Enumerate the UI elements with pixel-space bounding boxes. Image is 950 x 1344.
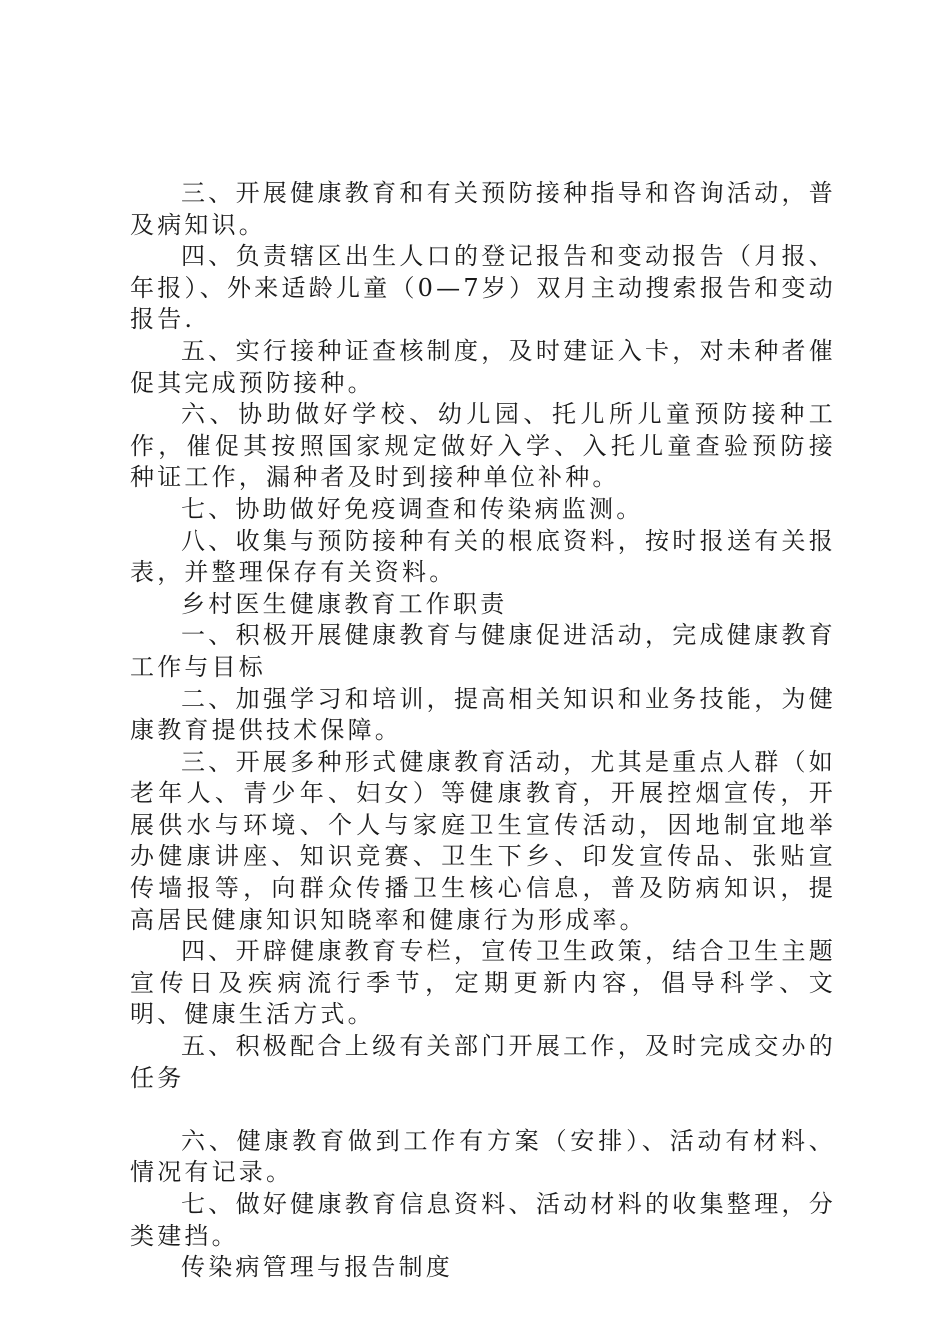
paragraph-immunization-item-7: 七、协助做好免疫调查和传染病监测。	[181, 494, 644, 523]
document-body	[130, 178, 836, 1284]
paragraph-immunization-item-4: 四、负责辖区出生人口的登记报告和变动报告（月报、年报）、外来适龄儿童（0—7岁）双月主动搜索报告和变动报告.	[130, 242, 836, 334]
paragraph-education-item-4: 四、开辟健康教育专栏，宣传卫生政策，结合卫生主题宣传日及疾病流行季节，定期更新内容，倡导科学、文明、健康生活方式。	[130, 937, 836, 1029]
paragraph-immunization-item-5: 五、实行接种证查核制度，及时建证入卡，对未种者催促其完成预防接种。	[130, 336, 836, 397]
paragraph-education-item-6: 六、健康教育做到工作有方案（安排）、活动有材料、情况有记录。	[130, 1126, 836, 1187]
paragraph-spacer	[130, 1094, 836, 1126]
paragraph-education-item-2: 二、加强学习和培训，提高相关知识和业务技能，为健康教育提供技术保障。	[130, 684, 836, 745]
paragraph-education-item-7: 七、做好健康教育信息资料、活动材料的收集整理，分类建挡。	[130, 1190, 836, 1250]
paragraph-education-item-3: 三、开展多种形式健康教育活动，尤其是重点人群（如老年人、青少年、妇女）等健康教育，开展控烟宣传，开展供水与环境、个人与家庭卫生宣传活动，因地制宜地举办健康讲座、知识竞赛、卫生下乡、印发宣传品、张贴宣传墙报等，向群众传播卫生核心信息，普及防病知识，提高居民健康知识知晓率和健康行为形成率。	[130, 747, 836, 934]
paragraph-education-item-5: 五、积极配合上级有关部门开展工作，及时完成交办的任务	[130, 1032, 836, 1092]
paragraph-immunization-item-6: 六、协助做好学校、幼儿园、托儿所儿童预防接种工作，催促其按照国家规定做好入学、入托儿童查验预防接种证工作，漏种者及时到接种单位补种。	[130, 400, 836, 492]
section-heading-infectious-disease: 传染病管理与报告制度	[181, 1253, 453, 1282]
paragraph-immunization-item-8: 八、收集与预防接种有关的根底资料，按时报送有关报表，并整理保存有关资料。	[130, 526, 836, 587]
paragraph-immunization-item-3: 三、开展健康教育和有关预防接种指导和咨询活动，普及病知识。	[130, 179, 836, 239]
paragraph-education-item-1: 一、积极开展健康教育与健康促进活动，完成健康教育工作与目标	[130, 621, 836, 681]
section-heading-health-education: 乡村医生健康教育工作职责	[181, 589, 508, 618]
